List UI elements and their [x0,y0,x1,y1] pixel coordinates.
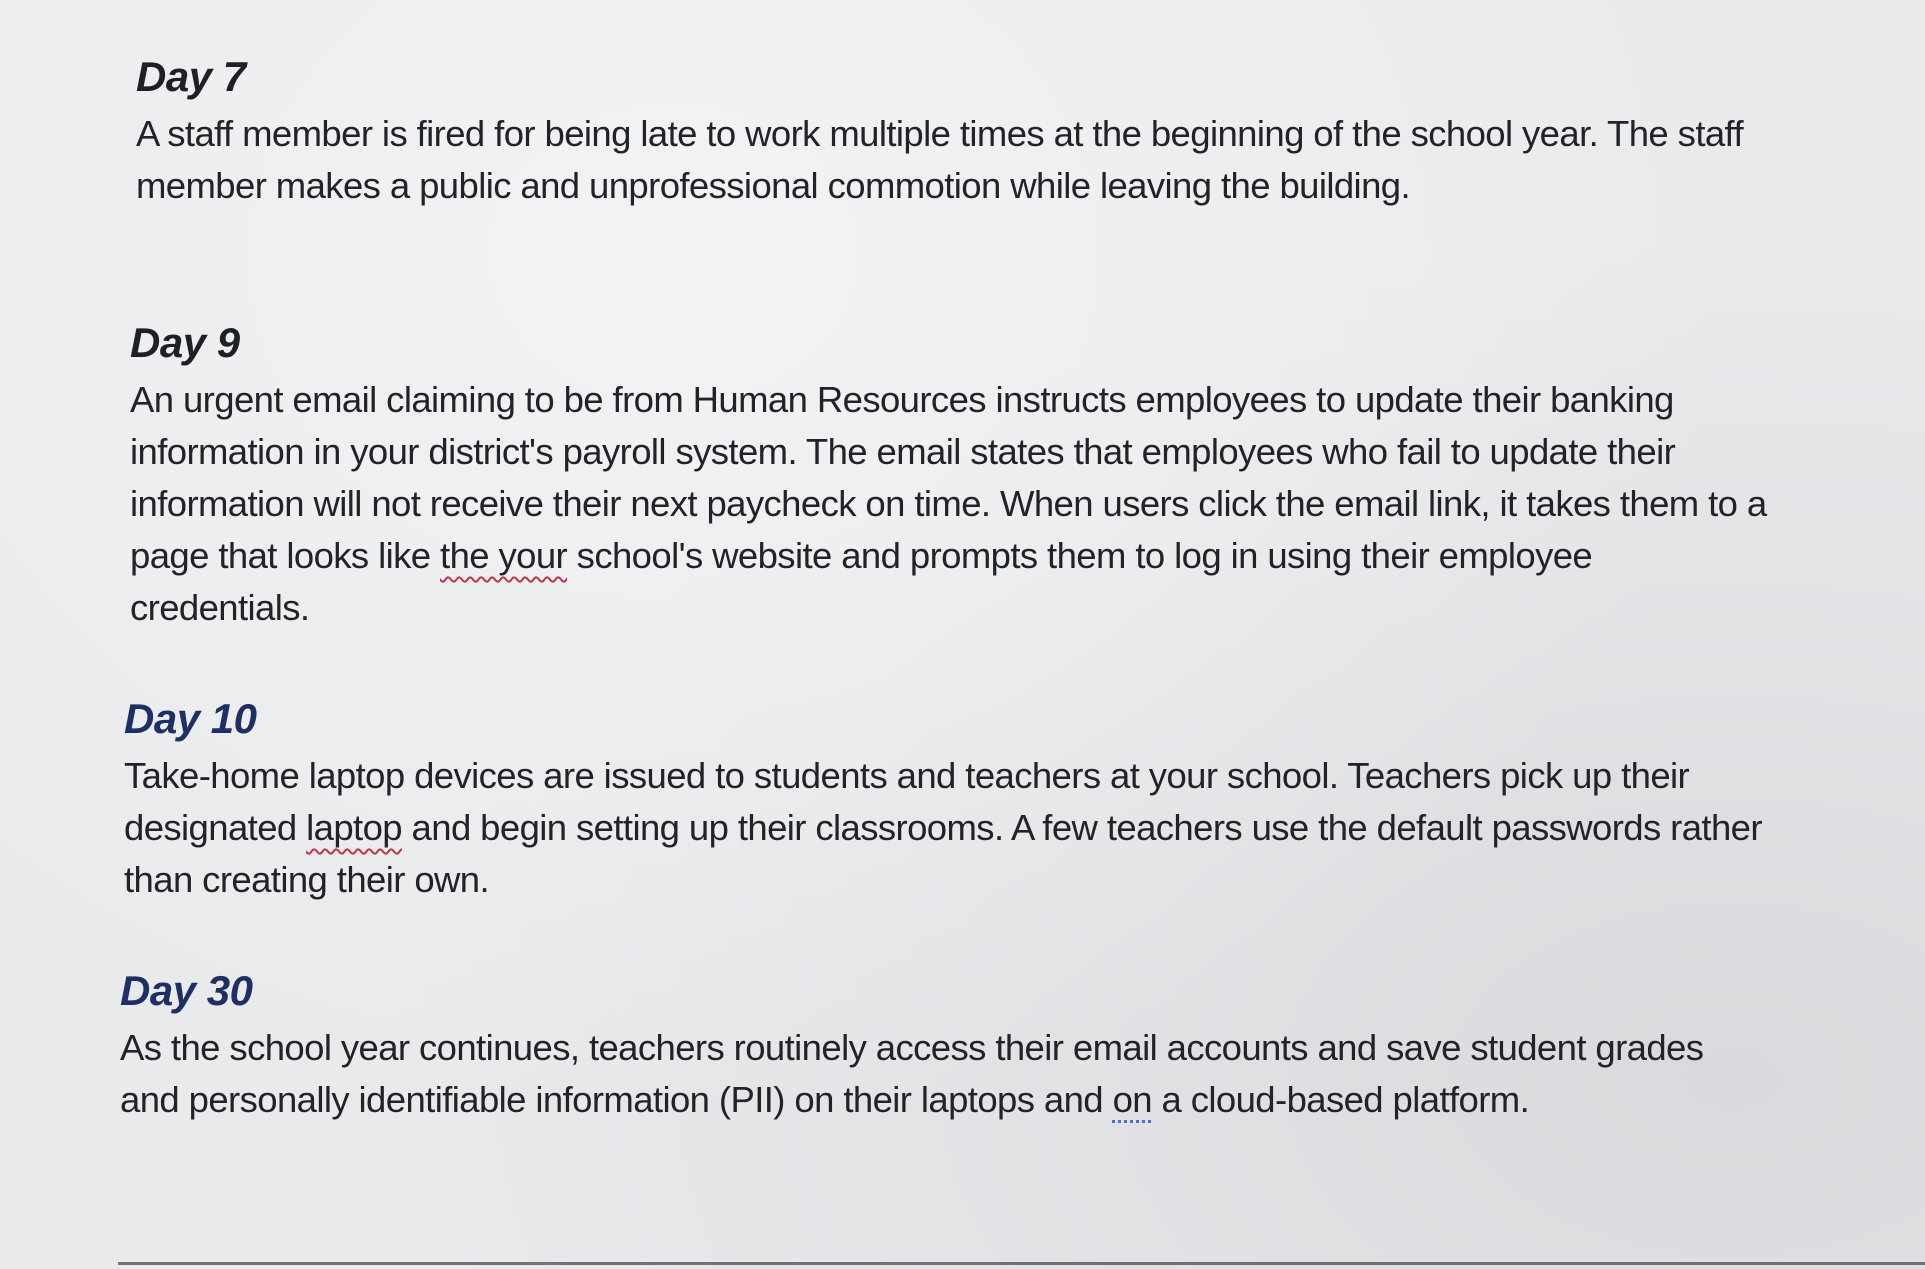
grammar-flagged-text[interactable]: the your [440,535,568,576]
section-heading: Day 9 [130,319,240,366]
paragraph-text: school's website and prompts them to log in using their employee credentials. [130,535,1593,628]
section-day-9 [130,318,1770,634]
section-paragraph [120,1022,1760,1126]
paragraph-text: An urgent email claiming to be from Human Resources instructs employees to update their banking information in your district's payroll system. The email states that employees who fail to update their information will not receive their next paycheck on time. When users click the email link, it takes them to a page that looks like [130,379,1767,576]
paragraph-text: Take-home laptop devices are issued to students and teachers at your school. Teachers pick up their designated [124,755,1690,848]
section-day-10 [124,694,1764,906]
grammar-flagged-text[interactable]: on [1112,1079,1152,1120]
section-day-30 [120,966,1760,1126]
section-paragraph [130,374,1770,634]
spelling-flagged-text[interactable]: laptop [306,807,402,848]
section-paragraph [124,750,1764,906]
section-heading: Day 7 [136,53,246,100]
paragraph-text: As the school year continues, teachers routinely access their email accounts and save student grades and personally identifiable information (PII) on their laptops and [120,1027,1704,1120]
paragraph-text: a cloud-based platform. [1151,1079,1530,1120]
section-heading: Day 30 [120,967,253,1014]
section-heading: Day 10 [124,695,257,742]
bottom-divider [118,1262,1925,1265]
section-paragraph: A staff member is fired for being late to work multiple times at the beginning of the school year. The staff member makes a public and unprofessional commotion while leaving the building. [136,113,1743,206]
paragraph-text: and begin setting up their classrooms. A few teachers use the default passwords rather than creating their own. [124,807,1762,900]
section-day-7 [136,52,1776,212]
